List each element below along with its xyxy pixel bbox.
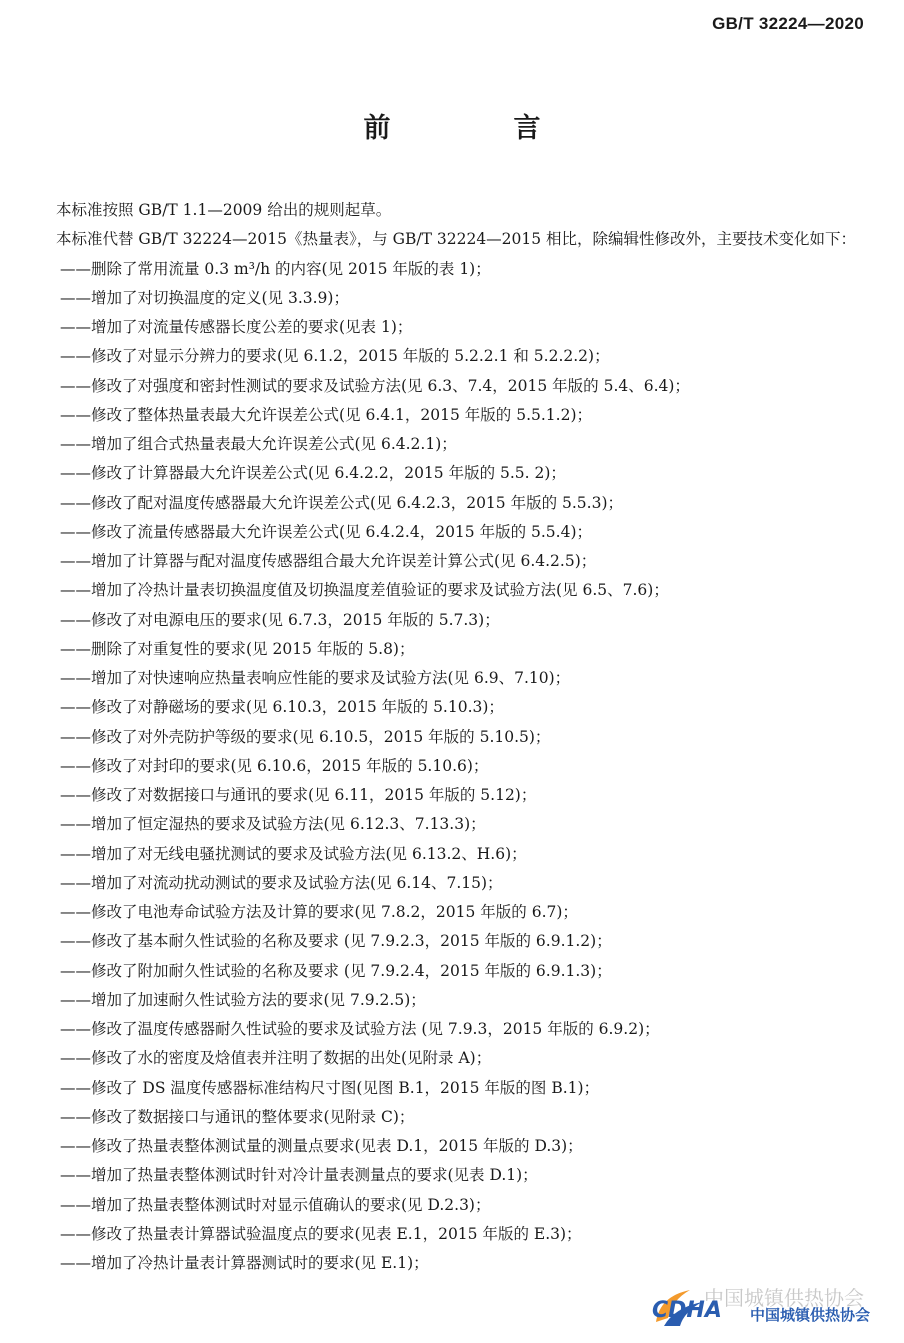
change-item: ——增加了对流动扰动测试的要求及试验方法(见 6.14、7.15)； <box>60 873 503 892</box>
change-item: ——增加了冷热计量表切换温度值及切换温度差值验证的要求及试验方法(见 6.5、7.6)； <box>60 581 669 600</box>
change-item: ——修改了水的密度及焓值表并注明了数据的出处(见附录 A)； <box>60 1049 492 1068</box>
change-item: ——增加了冷热计量表计算器测试时的要求(见 E.1)； <box>60 1254 429 1272</box>
change-item: ——修改了基本耐久性试验的名称及要求 (见 7.9.2.3，2015 年版的 6.9.1.2)； <box>60 932 612 951</box>
change-item: ——删除了常用流量 0.3 m³/h 的内容(见 2015 年版的表 1)； <box>60 259 491 278</box>
change-item: ——修改了配对温度传感器最大允许误差公式(见 6.4.2.3，2015 年版的 5.5.3)； <box>60 493 623 512</box>
page-title: 前 言 <box>363 113 589 144</box>
change-item: ——增加了恒定湿热的要求及试验方法(见 6.12.3、7.13.3)； <box>60 815 486 834</box>
change-item: ——增加了对流量传感器长度公差的要求(见表 1)； <box>60 318 413 336</box>
change-item: ——修改了对静磁场的要求(见 6.10.3，2015 年版的 5.10.3)； <box>60 698 504 717</box>
standard-code: GB/T 32224—2020 <box>712 14 864 33</box>
change-item: ——修改了计算器最大允许误差公式(见 6.4.2.2，2015 年版的 5.5. 2)； <box>60 464 566 483</box>
intro-paragraph: 本标准按照 GB/T 1.1—2009 给出的规则起草。 <box>56 201 392 219</box>
document-body <box>25 196 870 1278</box>
watermark-logo-text: CDHA <box>652 1298 722 1323</box>
change-item: ——修改了热量表计算器试验温度点的要求(见表 E.1，2015 年版的 E.3)； <box>60 1224 582 1243</box>
change-item: ——修改了对封印的要求(见 6.10.6，2015 年版的 5.10.6)； <box>60 756 489 775</box>
change-item: ——修改了对外壳防护等级的要求(见 6.10.5，2015 年版的 5.10.5)； <box>60 727 551 746</box>
change-item: ——修改了整体热量表最大允许误差公式(见 6.4.1，2015 年版的 5.5.1.2)； <box>60 405 592 424</box>
change-item: ——增加了对快速响应热量表响应性能的要求及试验方法(见 6.9、7.10)； <box>60 669 571 687</box>
change-item: ——修改了电池寿命试验方法及计算的要求(见 7.8.2，2015 年版的 6.7)； <box>60 903 578 921</box>
change-item: ——增加了组合式热量表最大允许误差公式(见 6.4.2.1)； <box>60 435 457 453</box>
watermark <box>650 1282 890 1332</box>
change-item: ——增加了热量表整体测试时针对冷计量表测量点的要求(见表 D.1)； <box>60 1166 538 1185</box>
change-item: ——修改了对数据接口与通讯的要求(见 6.11，2015 年版的 5.12)； <box>60 786 537 804</box>
change-item: ——修改了流量传感器最大允许误差公式(见 6.4.2.4，2015 年版的 5.5.4)； <box>60 522 592 541</box>
change-item: ——修改了对电源电压的要求(见 6.7.3，2015 年版的 5.7.3)； <box>60 610 500 629</box>
change-item: ——增加了加速耐久性试验方法的要求(见 7.9.2.5)； <box>60 990 426 1009</box>
change-item: ——增加了热量表整体测试时对显示值确认的要求(见 D.2.3)； <box>60 1195 491 1214</box>
change-item: ——修改了热量表整体测试量的测量点要求(见表 D.1，2015 年版的 D.3)； <box>60 1137 583 1155</box>
change-item: ——修改了 DS 温度传感器标准结构尺寸图(见图 B.1，2015 年版的图 B.1)； <box>60 1078 600 1097</box>
change-item: ——修改了附加耐久性试验的名称及要求 (见 7.9.2.4，2015 年版的 6.9.1.3)； <box>60 961 612 980</box>
change-item: ——删除了对重复性的要求(见 2015 年版的 5.8)； <box>60 639 415 658</box>
change-item: ——增加了计算器与配对温度传感器组合最大允许误差计算公式(见 6.4.2.5)； <box>60 552 597 570</box>
change-item: ——增加了对切换温度的定义(见 3.3.9)； <box>60 288 349 307</box>
intro-paragraph: 本标准代替 GB/T 32224—2015《热量表》，与 GB/T 32224—2015 相比，除编辑性修改外，主要技术变化如下： <box>56 230 857 249</box>
change-list <box>25 255 870 1279</box>
change-item: ——修改了对显示分辨力的要求(见 6.1.2，2015 年版的 5.2.2.1 和 5.2.2.2)； <box>60 347 610 366</box>
watermark-org-name: 中国城镇供热协会 <box>750 1306 871 1324</box>
watermark-text: 中国城镇供热协会 <box>704 1286 864 1310</box>
change-item: ——增加了对无线电骚扰测试的要求及试验方法(见 6.13.2、H.6)； <box>60 844 527 863</box>
change-item: ——修改了数据接口与通讯的整体要求(见附录 C)； <box>60 1107 415 1126</box>
change-item: ——修改了对强度和密封性测试的要求及试验方法(见 6.3、7.4，2015 年版的 5.4、6.4)； <box>60 376 690 395</box>
change-item: ——修改了温度传感器耐久性试验的要求及试验方法 (见 7.9.3，2015 年版的 6.9.2)； <box>60 1020 660 1038</box>
